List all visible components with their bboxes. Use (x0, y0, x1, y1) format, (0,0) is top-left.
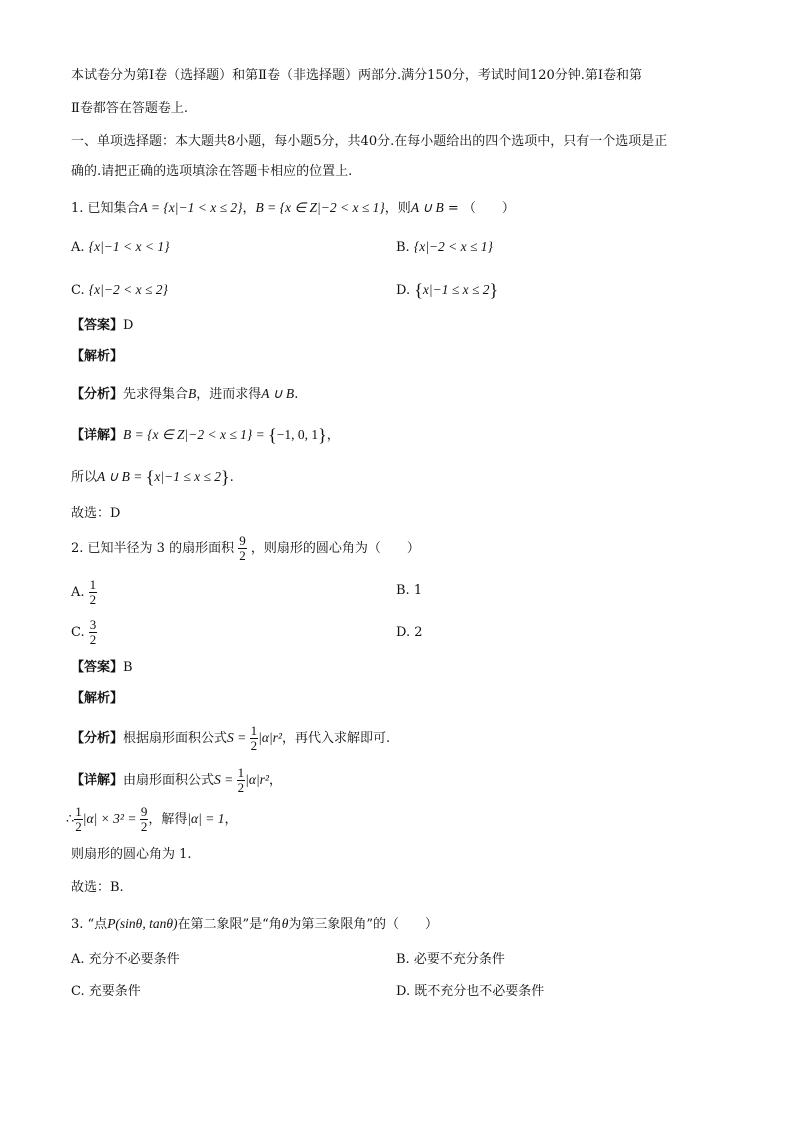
q2-option-b: B. 1 (396, 583, 423, 598)
q1-option-c-text: {x|−2 < x ≤ 2} (88, 282, 168, 297)
q1-prefix: 1. 已知集合 (71, 201, 140, 216)
q1-option-a: A. {x|−1 < x < 1} (71, 239, 170, 255)
q3-point: P(sinθ, tanθ) (107, 916, 178, 931)
q1-option-a-text: {x|−1 < x < 1} (88, 239, 170, 254)
q1-option-d-text: x|−1 ≤ x ≤ 2 (422, 282, 490, 297)
q1-sep: ， (242, 201, 256, 216)
q3-option-c: C. 充要条件 (71, 984, 141, 999)
q3-option-d: D. 既不充分也不必要条件 (396, 984, 545, 999)
q1-ask-pre: ，则 (384, 201, 411, 216)
q1-fenxi: 【分析】先求得集合B，进而求得A ∪ B. (71, 386, 299, 402)
q2-xiangjie: 【详解】由扇形面积公式S = $\frac{1}{2}$ |α|r²， (71, 765, 282, 795)
q2-choose: 故选：B. (71, 880, 124, 895)
intro-line-2: Ⅱ卷都答在答题卷上. (71, 101, 188, 116)
q1-ask-post: = （ ） (447, 201, 515, 216)
q1-analysis-tag: 【解析】 (71, 349, 124, 364)
q2-fenxi: 【分析】根据扇形面积公式S = $\frac{1}{2}$ |α|r²，再代入求解即可. (71, 723, 391, 753)
q1-union: A ∪ B (410, 200, 444, 215)
q1-option-b-text: {x|−2 < x ≤ 1} (413, 239, 493, 254)
q2-conclusion: 则扇形的圆心角为 1. (71, 847, 192, 862)
q2-calculation: ∴ $\frac{1}{2}$ |α| × 3² = $\frac{9}{2}$ ，解得|α| = 1， (66, 804, 238, 834)
q2-option-c: C. $\frac{3}{2}$ (71, 617, 97, 647)
intro-line-1: 本试卷分为第Ⅰ卷（选择题）和第Ⅱ卷（非选择题）两部分.满分150分，考试时间120分钟.第Ⅰ卷和第 (71, 68, 642, 83)
q2-option-d: D. 2 (396, 625, 423, 640)
q3-option-a: A. 充分不必要条件 (71, 952, 180, 967)
section-heading-line-2: 确的.请把正确的选项填涂在答题卡相应的位置上. (71, 164, 353, 179)
q1-answer-value: D (123, 318, 134, 333)
q1-option-b: B. {x|−2 < x ≤ 1} (396, 239, 493, 255)
q1-answer (71, 317, 133, 335)
q1-choose: 故选：D (71, 506, 121, 521)
section-heading-line-1: 一、单项选择题：本大题共8小题，每小题5分，共40分.在每小题给出的四个选项中，只有一个选项是正 (71, 134, 668, 149)
question-3-stem: 3. “点P(sinθ, tanθ)在第二象限”是“角θ为第三象限角”的（ ） (71, 916, 439, 932)
q2-option-a: A. $\frac{1}{2}$ (71, 577, 97, 607)
q1-option-d: D. {x|−1 ≤ x ≤ 2} (396, 280, 499, 300)
q1-suoyi: 所以A ∪ B = {x|−1 ≤ x ≤ 2}. (71, 467, 234, 487)
q1-xiangjie: 【详解】B = {x ∈ Z|−2 < x ≤ 1} = {−1, 0, 1}， (71, 425, 340, 445)
q2-analysis-tag: 【解析】 (71, 691, 124, 706)
q1-set-a: A = {x|−1 < x ≤ 2} (139, 200, 243, 215)
q3-option-b: B. 必要不充分条件 (396, 952, 505, 967)
question-2-stem: 2. 已知半径为 3 的扇形面积 $\frac{9}{2}$ ，则扇形的圆心角为（ ） (71, 533, 420, 563)
q2-answer: 【答案】B (71, 660, 133, 675)
question-1-stem (71, 199, 515, 218)
q1-set-b: B = {x ∈ Z|−2 < x ≤ 1} (255, 200, 385, 215)
q2-stem-fraction: $\frac{9}{2}$ (239, 533, 246, 563)
q1-option-c: C. {x|−2 < x ≤ 2} (71, 282, 168, 298)
answer-tag: 【答案】 (71, 318, 124, 333)
